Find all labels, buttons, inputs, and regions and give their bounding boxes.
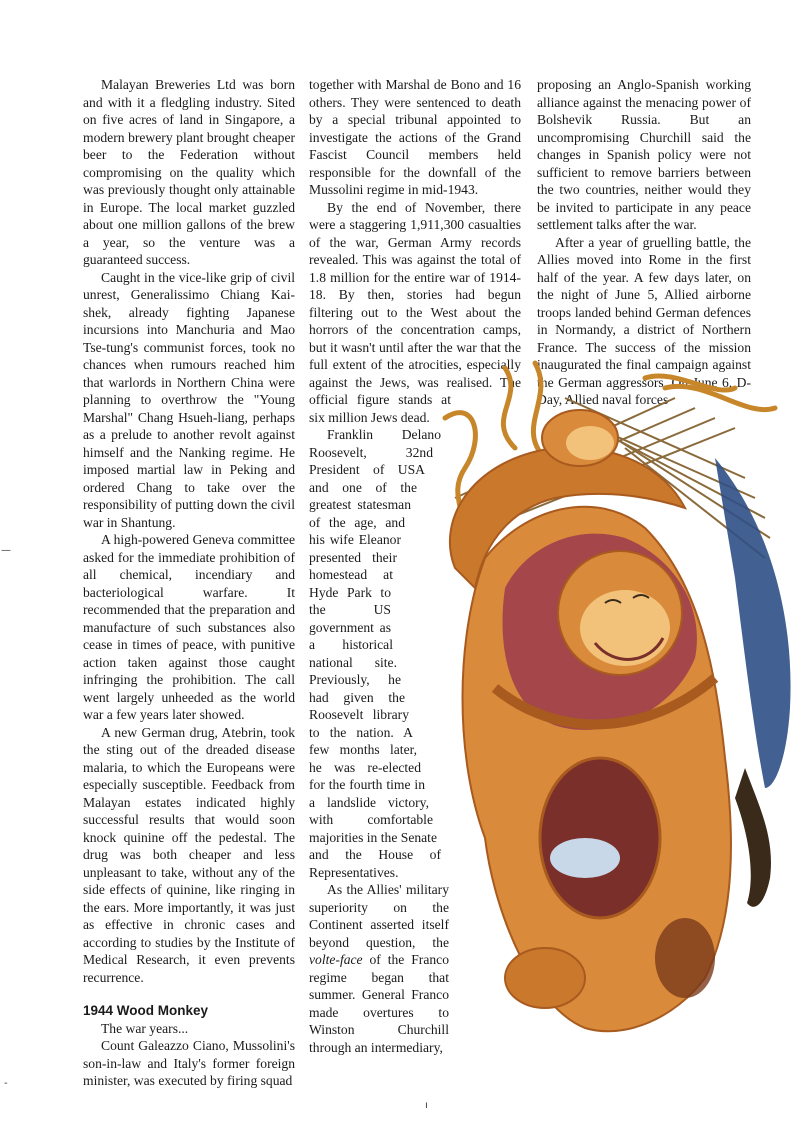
text-column-1 [83, 76, 295, 1090]
crop-mark: ı [425, 1100, 428, 1111]
small-monkey-face [566, 426, 614, 460]
monkey-foot [655, 918, 715, 998]
italic-term: volte-face [309, 952, 363, 967]
crop-mark: — [1, 545, 11, 556]
paragraph: Franklin Delano Roosevelt, 32nd President of USA and one of the greatest statesman of the age, and his wife Eleanor presented their homestead at Hyde Park to the US government as a historical national site. Previously, he had given the Roosevelt library to the nation. A few months later, he was re-elected for the fourth time in a landslide victory, with comfortable majorities in the Senate and the House of Representatives. [309, 427, 441, 880]
monkey-foot [505, 948, 585, 1008]
paragraph: proposing an Anglo-Spanish working alliance against the menacing power of Bolshevik Russia. But an uncompromising Churchill said the changes in Spanish policy were not sufficient to remove barriers between the two countries, neither would they be invited to participate in any peace settlement talks after the war. [537, 77, 751, 232]
paragraph: together with Marshal de Bono and 16 others. They were sentenced to death by a special tribunal appointed to investigate the actions of the Grand Fascist Council members held responsible for the downfall of the Mussolini regime in mid-1943. [309, 77, 521, 197]
section-subheading: The war years... [101, 1020, 189, 1036]
paragraph: By the end of November, there were a staggering 1,911,300 casualties of the war, German Army records revealed. This was against the total of 1.8 million for the entire war of 1914-18. By then, stories had begun filtering out to the West about the horrors of the concentration camps, but it wasn't until after the war that the full extent of the atrocities, especially against the Jews, was realised. The official figure stands at six million Jews dead. [309, 199, 521, 425]
wrap-shape [449, 1064, 521, 1082]
paragraph: Caught in the vice-like grip of civil unrest, Generalissimo Chiang Kai-shek, already fighting Japanese incursions into Manchuria and Mao Tse-tung's communist forces, took no chances when rumours reached him that warlords in Northern China were planning to overthrow the "Young Marshal" Chang Hsueh-liang, perhaps as a prelude to another revolt against himself and the Nanking regime. He imposed martial law in Peking and ordered Chang to take over the responsibility of putting down the civil war in Shantung. [83, 269, 295, 530]
monkey-face [580, 590, 670, 666]
text-span: As the Allies' military superiority on the Continent asserted itself beyond question, the [309, 882, 449, 950]
wrap-shape [451, 1047, 521, 1065]
monkey-illustration [415, 358, 800, 1048]
paragraph: A high-powered Geneva committee asked for the immediate prohibition of all chemical, incendiary and bacteriological warfare. It recommended that the preparation and manufacture of such substances also cease in times of peace, with punitive action taken against those caught infringing the prohibition. The call went largely unheeded as the world war a few years later showed. [83, 532, 295, 722]
paragraph: A new German drug, Atebrin, took the sting out of the dreaded disease malaria, to which the Europeans were especially susceptible. Feedback from Malayan estates indicated highly successful results that would soon knock quinine off the pedestal. The drug was both cheaper and less unpleasant to take, without any of the side effects of quinine, like ringing in the ears. More importantly, it was just as effective in chronic cases and according to studies by the Institute of Medical Research, it even prevents recurrence. [83, 724, 295, 985]
paragraph: Count Galeazzo Ciano, Mussolini's son-in-law and Italy's former foreign minister, was executed by firing squad [83, 1038, 295, 1088]
paragraph: After a year of gruelling battle, the Allies moved into Rome in the first half of the year. A few days later, on the night of June 5, Allied airborne troops landed behind German defences in Normandy, a district of Northern France. The success of the mission inaugurated the final campaign against the German aggressors. On June 6, D-Day, Allied naval forces [537, 234, 751, 407]
tail [735, 768, 771, 907]
belly-liquid [550, 838, 620, 878]
paragraph: Malayan Breweries Ltd was born and with it a fledgling industry. Sited on five acres of land in Singapore, a modern brewery plant brought cheaper beer to the Federation without compromising on the quality which was previously thought only attainable in Europe. The local market guzzled about one million gallons of the brew a year, so the venture was a guaranteed success. [83, 77, 295, 267]
text-span: of the Franco regime began that summer. General Franco made overtures to Winston Churchill through an intermediary, [309, 952, 449, 1055]
blue-cloth [715, 458, 791, 788]
wrap-shape [447, 1082, 521, 1100]
section-heading: 1944 Wood Monkey [83, 1003, 209, 1018]
belly [540, 758, 660, 918]
crop-mark: - [4, 1078, 8, 1089]
